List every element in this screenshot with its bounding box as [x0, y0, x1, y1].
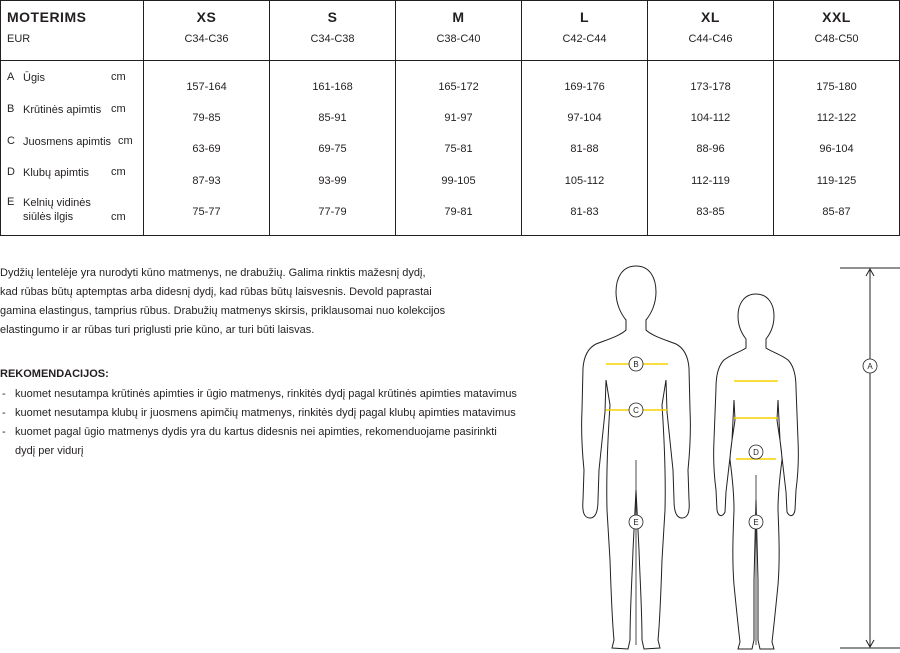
paragraph-line: kad rūbas būtų aptemptas arba didesnį dydį, kad rūbas būtų laisvesnis. Devold paprastai [0, 286, 432, 298]
recommendations-list [0, 385, 560, 461]
measurement-label: Klubų apimtis [23, 167, 90, 179]
marker-d-label: D [753, 448, 759, 457]
height-arrow [840, 268, 900, 648]
table-cell: 81-88 [570, 143, 599, 155]
table-cell: 63-69 [192, 143, 221, 155]
table-cell: 91-97 [444, 112, 473, 124]
measurement-unit: cm [111, 211, 126, 223]
size-eur: C44-C46 [688, 33, 733, 45]
table-cell: 169-176 [564, 81, 605, 93]
measurement-labels-cell [1, 61, 144, 236]
measurement-label: Kelnių vidinės siūlės ilgis [23, 197, 91, 223]
size-name: L [579, 9, 590, 25]
size-header-xs [144, 1, 270, 61]
eur-label: EUR [7, 33, 31, 45]
size-table [0, 0, 900, 236]
table-cell: 75-77 [192, 206, 221, 218]
list-item: - kuomet nesutampa krūtinės apimties ir ūgio matmenys, rinkitės dydį pagal krūtinės apimties matavimus [2, 388, 517, 400]
table-cell: 96-104 [819, 143, 854, 155]
header-row [1, 1, 900, 61]
list-item [0, 442, 560, 461]
table-cell: 79-81 [444, 206, 473, 218]
table-cell: 79-85 [192, 112, 221, 124]
marker-e-label-male: E [633, 518, 639, 527]
table-cell: 99-105 [441, 175, 476, 187]
size-header-xl [648, 1, 774, 61]
table-cell: 161-168 [312, 81, 353, 93]
size-header-s [270, 1, 396, 61]
size-eur: C34-C36 [184, 33, 229, 45]
table-cell: 93-99 [318, 175, 347, 187]
measurement-letter: D [7, 166, 15, 178]
table-cell: 69-75 [318, 143, 347, 155]
body-row [1, 61, 900, 236]
measurement-letter: E [7, 196, 15, 208]
male-body-outline [582, 266, 691, 649]
recommendation-text: dydį per vidurį [15, 445, 84, 457]
size-name: XL [701, 9, 720, 25]
table-cell: 112-122 [816, 112, 857, 124]
size-values-s [270, 61, 396, 236]
recommendation-text: kuomet nesutampa klubų ir juosmens apimčių matmenys, rinkitės dydį pagal klubų apimties matavimus [15, 407, 516, 419]
size-name: M [452, 9, 465, 25]
table-cell: 87-93 [192, 175, 221, 187]
marker-a-label: A [867, 362, 873, 371]
size-name: XXL [822, 9, 851, 25]
paragraph-line: Dydžių lentelėje yra nurodyti kūno matmenys, ne drabužių. Galima rinktis mažesnį dydį, [0, 267, 426, 279]
table-cell: 104-112 [690, 112, 731, 124]
size-eur: C38-C40 [436, 33, 481, 45]
paragraph-line: gamina elastingus, tamprius rūbus. Drabužių matmenys skirsis, priklausomai nuo kolekcijos [0, 305, 446, 317]
measurement-unit: cm [118, 135, 133, 147]
intro-paragraph [0, 264, 470, 340]
list-item: - kuomet pagal ūgio matmenys dydis yra du kartus didesnis nei apimties, rekomenduojame pasirinkti [2, 426, 497, 438]
measurement-letter: A [7, 71, 15, 83]
size-values-xl [648, 61, 774, 236]
marker-c-label: C [633, 406, 639, 415]
recommendations-heading: REKOMENDACIJOS: [0, 368, 109, 380]
measurement-unit: cm [111, 71, 126, 83]
size-values-m [396, 61, 522, 236]
table-cell: 112-119 [691, 175, 730, 187]
table-cell: 75-81 [444, 143, 473, 155]
measurement-label: Ūgis [23, 72, 46, 84]
list-item: - kuomet nesutampa klubų ir juosmens apimčių matmenys, rinkitės dydį pagal klubų apimties matavimus [2, 407, 516, 419]
size-eur: C34-C38 [310, 33, 355, 45]
size-values-xxl [774, 61, 900, 236]
table-cell: 157-164 [186, 81, 227, 93]
table-cell: 175-180 [816, 81, 857, 93]
table-cell: 85-91 [318, 112, 347, 124]
measurement-letter: C [7, 135, 15, 147]
table-cell: 85-87 [822, 206, 851, 218]
measurement-unit: cm [111, 166, 126, 178]
size-values-l [522, 61, 648, 236]
body-measurement-figure [570, 260, 900, 653]
table-cell: 97-104 [567, 112, 602, 124]
recommendation-text: kuomet pagal ūgio matmenys dydis yra du kartus didesnis nei apimties, rekomenduojame pasirinkti [15, 426, 497, 438]
measurement-label: Juosmens apimtis [23, 136, 112, 148]
recommendation-text: kuomet nesutampa krūtinės apimties ir ūgio matmenys, rinkitės dydį pagal krūtinės apimties matavimus [15, 388, 517, 400]
table-cell: 81-83 [570, 206, 599, 218]
marker-b-label: B [633, 360, 639, 369]
measurement-unit: cm [111, 103, 126, 115]
table-cell: 119-125 [816, 175, 857, 187]
table-cell: 83-85 [696, 206, 725, 218]
measurement-letter: B [7, 103, 15, 115]
size-eur: C48-C50 [814, 33, 859, 45]
measurement-label: Krūtinės apimtis [23, 104, 102, 116]
marker-e-label-female: E [753, 518, 759, 527]
size-name: XS [196, 9, 217, 25]
table-cell: 165-172 [438, 81, 479, 93]
table-cell: 105-112 [564, 175, 605, 187]
size-header-m [396, 1, 522, 61]
table-cell: 77-79 [318, 206, 347, 218]
table-title: MOTERIMS [7, 9, 87, 25]
female-body-outline [714, 294, 799, 649]
marker-letters [633, 360, 873, 527]
size-eur: C42-C44 [562, 33, 607, 45]
size-header-xxl [774, 1, 900, 61]
header-title-cell [1, 1, 144, 61]
size-values-xs [144, 61, 270, 236]
size-header-l [522, 1, 648, 61]
size-name: S [327, 9, 338, 25]
table-cell: 173-178 [690, 81, 731, 93]
paragraph-line: elastingumo ir ar rūbas turi priglusti prie kūno, ar turi būti laisvas. [0, 324, 315, 336]
table-cell: 88-96 [696, 143, 725, 155]
